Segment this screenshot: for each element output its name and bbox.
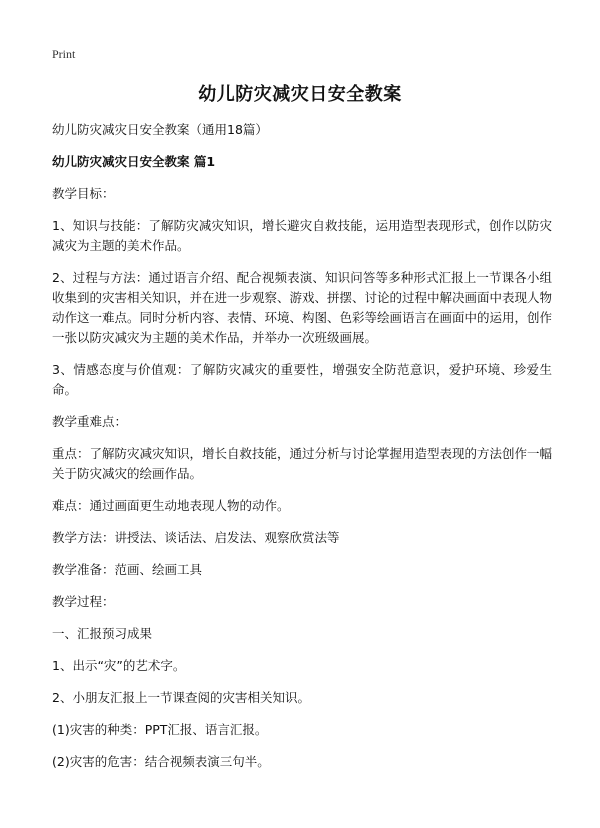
teaching-process-heading: 教学过程：	[52, 594, 115, 609]
teaching-goals-heading: 教学目标：	[52, 186, 115, 201]
key-point: 重点：了解防灾减灾知识，增长自救技能，通过分析与讨论掌握用造型表现的方法创作一幅关于防灾减灾的绘画作品。	[52, 446, 553, 481]
goal-process-methods: 2、过程与方法：通过语言介绍、配合视频表演、知识问答等多种形式汇报上一节课各小组收集到的灾害相关知识，并在进一步观察、游戏、拼摆、讨论的过程中解决画面中表现人物动作这一难点。同时分析内容、表情、环境、构图、色彩等绘画语言在画面中的运用，创作一张以防灾减灾为主题的美术作品，并举办一次班级画展。	[52, 270, 553, 345]
key-points-heading: 教学重难点：	[52, 414, 128, 429]
difficult-point: 难点：通过画面更生动地表现人物的动作。	[52, 498, 290, 513]
document-subtitle: 幼儿防灾减灾日安全教案（通用18篇）	[52, 122, 268, 137]
goal-knowledge-skills: 1、知识与技能：了解防灾减灾知识，增长避灾自救技能，运用造型表现形式，创作以防灾减灾为主题的美术作品。	[52, 218, 552, 253]
teaching-methods: 教学方法：讲授法、谈话法、启发法、观察欣赏法等	[52, 530, 340, 545]
process-step-1: 一、汇报预习成果	[52, 626, 153, 641]
process-subitem-1: (1)灾害的种类：PPT汇报、语言汇报。	[52, 722, 268, 737]
process-subitem-2: (2)灾害的危害：结合视频表演三句半。	[52, 754, 270, 769]
section-heading: 幼儿防灾减灾日安全教案 篇1	[52, 154, 216, 169]
teaching-preparation: 教学准备：范画、绘画工具	[52, 562, 203, 577]
document-body	[52, 120, 552, 784]
print-label: Print	[52, 47, 76, 61]
process-item-1: 1、出示“灾”的艺术字。	[52, 658, 186, 673]
goal-emotion-values: 3、情感态度与价值观：了解防灾减灾的重要性，增强安全防范意识，爱护环境、珍爱生命。	[52, 362, 552, 397]
document-title: 幼儿防灾减灾日安全教案	[198, 84, 402, 105]
process-item-2: 2、小朋友汇报上一节课查阅的灾害相关知识。	[52, 690, 310, 705]
